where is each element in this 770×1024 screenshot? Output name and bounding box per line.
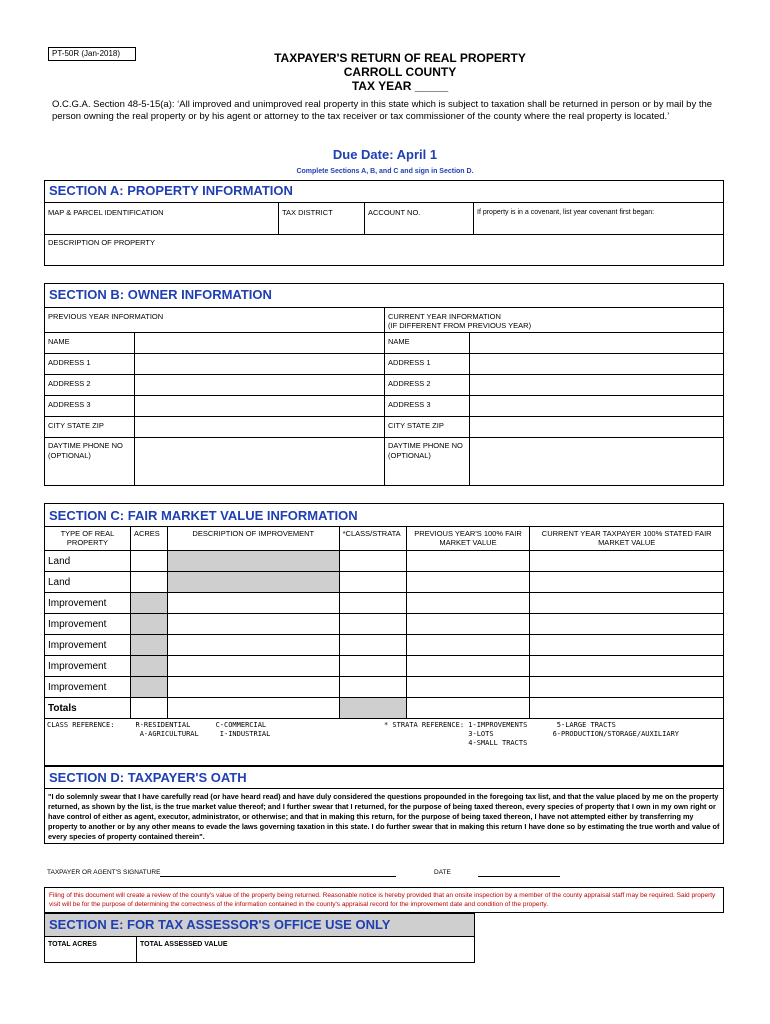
curr-address2-label: ADDRESS 2 bbox=[388, 379, 431, 388]
prev-phone-label: DAYTIME PHONE NO bbox=[48, 441, 123, 450]
col-acres: ACRES bbox=[130, 527, 167, 551]
covenant-label: If property is in a covenant, list year covenant first began: bbox=[477, 209, 655, 216]
signature-label: TAXPAYER OR AGENT'S SIGNATURE bbox=[47, 869, 161, 876]
curr-phone-optional: (OPTIONAL) bbox=[388, 451, 431, 460]
ocga-citation: O.C.G.A. Section 48-5-15(a): ‘All improved and unimproved real property in this state which is subject to taxation shall be returned in person or by mail by the person owning the real property or by his agent or attorney to the tax receiver or tax commissioner of the county where the real property is located.’ bbox=[52, 99, 713, 122]
class-cell[interactable] bbox=[339, 593, 406, 614]
section-b-heading: SECTION B: OWNER INFORMATION bbox=[49, 287, 272, 302]
totals-label: Totals bbox=[45, 698, 131, 719]
class-cell[interactable] bbox=[339, 656, 406, 677]
col-current: CURRENT YEAR TAXPAYER 100% STATED FAIR MARKET VALUE bbox=[530, 527, 724, 551]
col-description: DESCRIPTION OF IMPROVEMENT bbox=[167, 527, 339, 551]
col-class: *CLASS/STRATA bbox=[339, 527, 406, 551]
row-label: Improvement bbox=[45, 656, 131, 677]
shaded-cell bbox=[130, 614, 167, 635]
form-id: PT-50R (Jan-2018) bbox=[48, 47, 136, 61]
total-acres-cell[interactable] bbox=[130, 698, 167, 719]
fmv-table bbox=[44, 526, 724, 719]
row-label: Improvement bbox=[45, 677, 131, 698]
prev-city-label: CITY STATE ZIP bbox=[48, 421, 104, 430]
date-line[interactable] bbox=[478, 876, 560, 877]
current-cell[interactable] bbox=[530, 614, 724, 635]
total-assessed-label: TOTAL ASSESSED VALUE bbox=[140, 941, 228, 948]
description-cell[interactable] bbox=[167, 614, 339, 635]
current-cell[interactable] bbox=[530, 593, 724, 614]
current-cell[interactable] bbox=[530, 656, 724, 677]
previous-cell[interactable] bbox=[406, 551, 530, 572]
shaded-cell bbox=[130, 635, 167, 656]
table-row bbox=[45, 677, 724, 698]
section-a bbox=[44, 180, 724, 266]
table-row bbox=[45, 635, 724, 656]
curr-city-label: CITY STATE ZIP bbox=[388, 421, 444, 430]
class-cell[interactable] bbox=[339, 551, 406, 572]
previous-cell[interactable] bbox=[406, 656, 530, 677]
tax-year: TAX YEAR _____ bbox=[351, 79, 449, 93]
description-label: DESCRIPTION OF PROPERTY bbox=[48, 238, 155, 247]
curr-address3-label: ADDRESS 3 bbox=[388, 400, 431, 409]
due-date: Due Date: April 1 bbox=[332, 147, 438, 162]
previous-year-label: PREVIOUS YEAR INFORMATION bbox=[48, 312, 164, 321]
acres-cell[interactable] bbox=[130, 572, 167, 593]
class-cell[interactable] bbox=[339, 635, 406, 656]
curr-phone-label: DAYTIME PHONE NO bbox=[388, 441, 463, 450]
blank-cell bbox=[167, 698, 339, 719]
previous-cell[interactable] bbox=[406, 572, 530, 593]
current-year-note: (IF DIFFERENT FROM PREVIOUS YEAR) bbox=[388, 321, 532, 330]
curr-name-label: NAME bbox=[388, 337, 410, 346]
table-row bbox=[45, 593, 724, 614]
tax-district-label: TAX DISTRICT bbox=[282, 208, 333, 217]
table-row bbox=[45, 551, 724, 572]
class-cell[interactable] bbox=[339, 677, 406, 698]
signature-line[interactable] bbox=[160, 876, 396, 877]
previous-cell[interactable] bbox=[406, 635, 530, 656]
curr-address1-label: ADDRESS 1 bbox=[388, 358, 431, 367]
prev-name-label: NAME bbox=[48, 337, 70, 346]
shaded-cell bbox=[339, 698, 406, 719]
map-parcel-label: MAP & PARCEL IDENTIFICATION bbox=[48, 208, 164, 217]
shaded-cell bbox=[167, 551, 339, 572]
row-label: Improvement bbox=[45, 635, 131, 656]
table-row bbox=[45, 572, 724, 593]
previous-cell[interactable] bbox=[406, 614, 530, 635]
strata-reference: * STRATA REFERENCE: 1-IMPROVEMENTS 5-LARGE TRACTS 3-LOTS 6-PRODUCTION/STORAGE/AUXILIARY 4-SMALL TRACTS bbox=[384, 721, 680, 747]
shaded-cell bbox=[130, 677, 167, 698]
previous-cell[interactable] bbox=[406, 593, 530, 614]
current-cell[interactable] bbox=[530, 551, 724, 572]
class-cell[interactable] bbox=[339, 572, 406, 593]
account-no-label: ACCOUNT NO. bbox=[368, 208, 421, 217]
section-b bbox=[44, 283, 724, 486]
row-label: Improvement bbox=[45, 593, 131, 614]
current-cell[interactable] bbox=[530, 572, 724, 593]
section-d bbox=[44, 766, 724, 844]
county-name: CARROLL COUNTY bbox=[343, 65, 457, 79]
total-acres-label: TOTAL ACRES bbox=[48, 941, 97, 948]
prev-phone-optional: (OPTIONAL) bbox=[48, 451, 91, 460]
shaded-cell bbox=[167, 572, 339, 593]
col-previous: PREVIOUS YEAR'S 100% FAIR MARKET VALUE bbox=[406, 527, 530, 551]
section-d-heading: SECTION D: TAXPAYER'S OATH bbox=[49, 770, 247, 785]
date-label: DATE bbox=[434, 869, 451, 876]
col-type: TYPE OF REAL PROPERTY bbox=[45, 527, 131, 551]
table-row bbox=[45, 614, 724, 635]
shaded-cell bbox=[130, 656, 167, 677]
inspection-notice: Filing of this document will create a review of the county's value of the property being returned. Reasonable notice is hereby provided that an onsite inspection by a member of the county appraisal staff may be required. Said property visit will be for the purpose of determining the correctness of the information contained in the county's appraisal record for the improvement date and condition of the property. bbox=[44, 887, 724, 913]
prev-address3-label: ADDRESS 3 bbox=[48, 400, 91, 409]
description-cell[interactable] bbox=[167, 656, 339, 677]
prev-address2-label: ADDRESS 2 bbox=[48, 379, 91, 388]
total-previous-cell[interactable] bbox=[406, 698, 530, 719]
section-e-heading: SECTION E: FOR TAX ASSESSOR'S OFFICE USE ONLY bbox=[49, 917, 391, 932]
totals-row bbox=[45, 698, 724, 719]
current-year-label: CURRENT YEAR INFORMATION bbox=[388, 312, 501, 321]
row-label: Land bbox=[45, 551, 131, 572]
current-cell[interactable] bbox=[530, 635, 724, 656]
row-label: Improvement bbox=[45, 614, 131, 635]
oath-text: "I do solemnly swear that I have carefully read (or have heard read) and have duly considered the questions propounded in the foregoing tax list, and that the value placed by me on the property returned, as shown by the list, is the true market value thereof; and I further swear that I returned, for the purpose of being taxed thereon, every species of property that I own in my own right or have control of either as agent, executor, administrator, or otherwise; and that in making this return, for the purpose of being taxed thereon, I have not attempted either by transferring my property to another or by any other means to evade the laws governing taxation in this state. I do further swear that in making this return I have done so by estimating the true worth and value of every species of property contained therein". bbox=[48, 792, 720, 841]
table-row bbox=[45, 656, 724, 677]
total-current-cell[interactable] bbox=[530, 698, 724, 719]
form-title: TAXPAYER'S RETURN OF REAL PROPERTY bbox=[274, 51, 526, 65]
section-c-heading: SECTION C: FAIR MARKET VALUE INFORMATION bbox=[49, 508, 358, 523]
description-cell[interactable] bbox=[167, 677, 339, 698]
previous-cell[interactable] bbox=[406, 677, 530, 698]
description-cell[interactable] bbox=[167, 635, 339, 656]
section-a-heading: SECTION A: PROPERTY INFORMATION bbox=[49, 183, 293, 198]
acres-cell[interactable] bbox=[130, 551, 167, 572]
class-reference: CLASS REFERENCE: R-RESIDENTIAL C-COMMERCIAL A-AGRICULTURAL I-INDUSTRIAL bbox=[47, 721, 271, 738]
section-e bbox=[44, 913, 475, 963]
prev-address1-label: ADDRESS 1 bbox=[48, 358, 91, 367]
row-label: Land bbox=[45, 572, 131, 593]
current-cell[interactable] bbox=[530, 677, 724, 698]
description-cell[interactable] bbox=[167, 593, 339, 614]
shaded-cell bbox=[130, 593, 167, 614]
completion-note: Complete Sections A, B, and C and sign in Section D. bbox=[296, 168, 474, 175]
class-cell[interactable] bbox=[339, 614, 406, 635]
